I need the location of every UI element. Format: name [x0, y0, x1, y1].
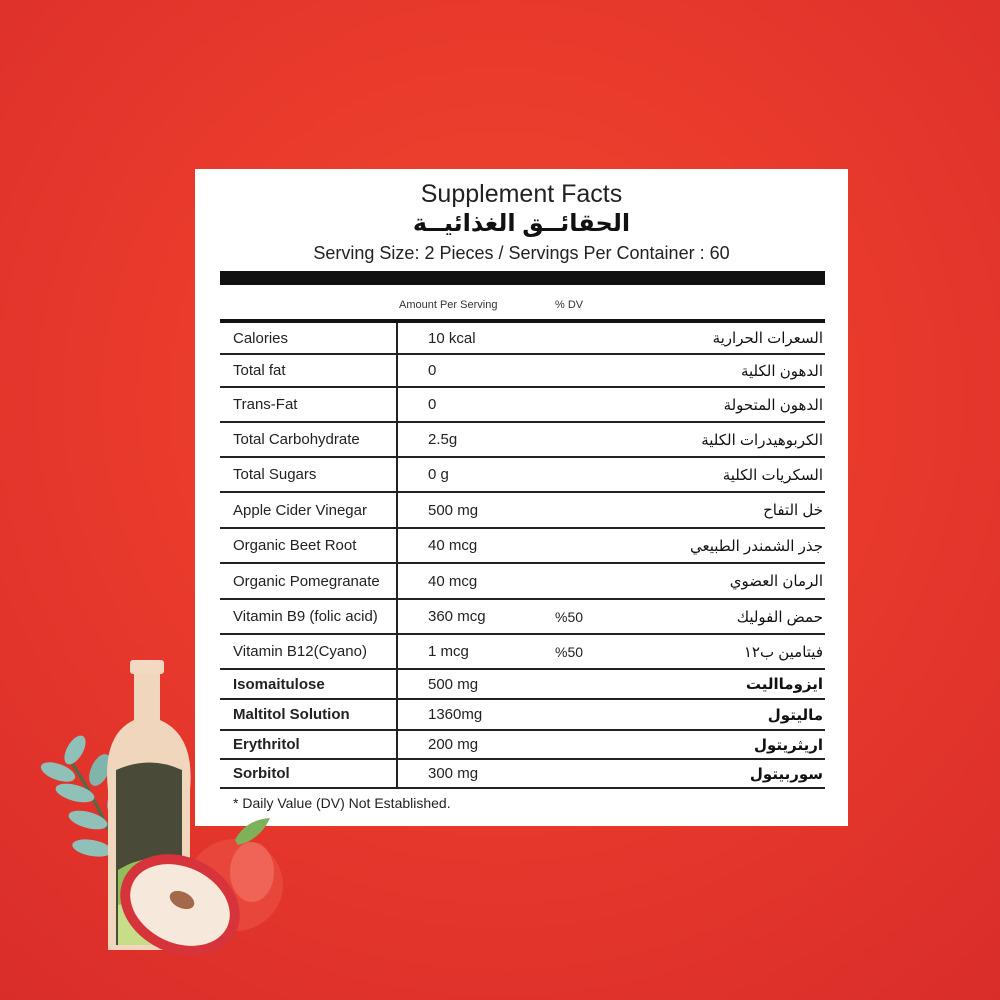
table-row	[220, 423, 825, 458]
nutrient-name: Apple Cider Vinegar	[220, 493, 398, 527]
column-header-amount: Amount Per Serving	[399, 299, 498, 311]
table-row	[220, 760, 825, 789]
nutrient-amount: 500 mg	[428, 675, 479, 693]
nutrient-name: Total fat	[220, 355, 398, 386]
nutrient-name-arabic: خل التفاح	[763, 502, 823, 519]
nutrient-amount: 2.5g	[428, 431, 458, 448]
thick-divider	[220, 271, 825, 285]
nutrient-amount: 1 mcg	[428, 643, 469, 660]
page-title: Supplement Facts	[420, 180, 623, 208]
nutrient-dv: %50	[555, 608, 584, 625]
nutrient-name-arabic: سوربيتول	[749, 765, 823, 783]
product-illustration	[30, 650, 300, 960]
table-row	[220, 355, 825, 388]
nutrient-name-arabic: ايزومااليت	[745, 676, 823, 693]
nutrient-name: Erythritol	[220, 731, 398, 758]
nutrient-amount: 360 mcg	[428, 608, 486, 625]
nutrient-name-arabic: السكريات الكلية	[722, 466, 823, 484]
table-row	[220, 323, 825, 355]
nutrient-name-arabic: الرمان العضوي	[729, 573, 823, 590]
footnote: * Daily Value (DV) Not Established.	[233, 795, 451, 811]
table-row	[220, 388, 825, 423]
nutrient-amount: 200 mg	[428, 736, 479, 753]
serving-size: Serving Size: 2 Pieces / Servings Per Container : 60	[313, 243, 730, 263]
table-row	[220, 600, 825, 635]
nutrient-name: Trans-Fat	[220, 388, 398, 421]
nutrient-amount: 0 g	[428, 466, 449, 483]
nutrient-name: Vitamin B12(Cyano)	[220, 635, 398, 668]
nutrient-name-arabic: الكربوهيدرات الكلية	[701, 431, 823, 449]
nutrient-amount: 40 mcg	[428, 572, 478, 590]
nutrient-name-arabic: الدهون المتحولة	[723, 396, 823, 414]
nutrient-name: Organic Pomegranate	[220, 564, 398, 598]
nutrient-amount: 40 mcg	[428, 537, 478, 554]
nutrient-name: Vitamin B9 (folic acid)	[220, 600, 398, 633]
nutrient-name: Maltitol Solution	[220, 700, 398, 729]
table-row	[220, 564, 825, 600]
nutrient-dv: %50	[555, 643, 584, 660]
page-title-arabic: الحقائــق الغذائيــة	[412, 210, 631, 237]
nutrient-name-arabic: فيتامين ب١٢	[743, 643, 823, 661]
nutrient-name: Total Carbohydrate	[220, 423, 398, 456]
column-header-dv: % DV	[555, 299, 584, 311]
nutrient-name: Sorbitol	[220, 760, 398, 787]
nutrient-name-arabic: اريثريتول	[753, 736, 823, 754]
nutrient-name: Isomaitulose	[220, 670, 398, 698]
nutrient-name: Total Sugars	[220, 458, 398, 491]
nutrient-name-arabic: الدهون الكلية	[740, 362, 823, 380]
nutrient-amount: 10 kcal	[428, 329, 476, 347]
table-row	[220, 700, 825, 731]
nutrient-name-arabic: حمض الفوليك	[736, 608, 823, 626]
nutrient-name: Calories	[220, 323, 398, 353]
nutrient-name-arabic: السعرات الحرارية	[712, 330, 823, 347]
table-row	[220, 731, 825, 760]
nutrient-name-arabic: ماليتول	[767, 706, 823, 724]
table-row	[220, 493, 825, 529]
nutrient-table	[220, 323, 825, 789]
table-row	[220, 529, 825, 564]
nutrient-name-arabic: جذر الشمندر الطبيعي	[690, 537, 823, 555]
nutrient-amount: 0	[428, 362, 437, 379]
nutrient-amount: 1360mg	[428, 706, 483, 723]
nutrient-name: Organic Beet Root	[220, 529, 398, 562]
nutrient-amount: 300 mg	[428, 765, 479, 782]
table-row	[220, 670, 825, 700]
nutrient-amount: 500 mg	[428, 501, 479, 519]
table-row	[220, 635, 825, 670]
nutrient-amount: 0	[428, 396, 437, 413]
table-row	[220, 458, 825, 493]
